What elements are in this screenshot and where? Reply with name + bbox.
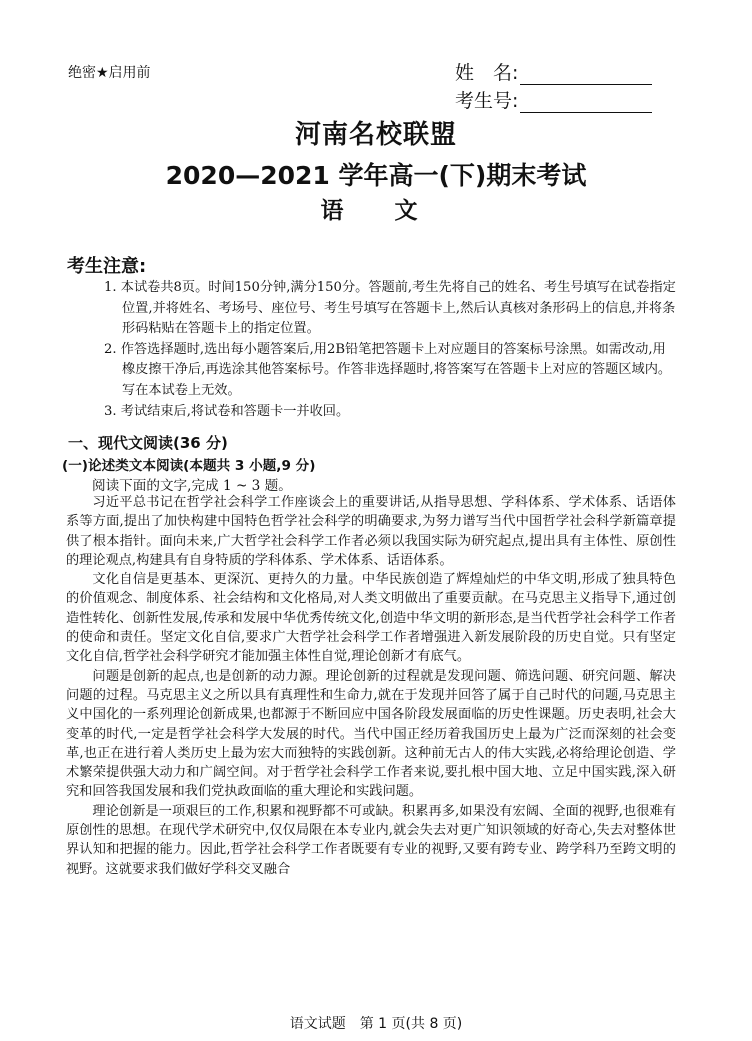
notice-heading: 考生注意:: [67, 256, 147, 277]
passage-paragraph-3: 问题是创新的起点,也是创新的动力源。理论创新的过程就是发现问题、筛选问题、研究问题、解决问题的过程。马克思主义之所以具有真理性和生命力,就在于发现并回答了属于自己时代的问题,马克思主义中国化的一系列理论创新成果,也都源于不断回应中国各阶段发展面临的历史性课题。历史表明,社会大变革的时代,一定是哲学社会科学大发展的时代。当代中国正经历着我国历史上最为广泛而深刻的社会变革,也正在进行着人类历史上最为宏大而独特的实践创新。这种前无古人的伟大实践,必将给理论创造、学术繁荣提供强大动力和广阔空间。对于哲学社会科学工作者来说,要扎根中国大地、立足中国实践,深入研究和回答我国发展和我们党执政面临的重大理论和实践问题。: [66, 668, 676, 800]
passage-paragraph-2: 文化自信是更基本、更深沉、更持久的力量。中华民族创造了辉煌灿烂的中华文明,形成了独具特色的价值观念、制度体系、社会结构和文化格局,对人类文明做出了重要贡献。在马克思主义指导下,通过创造性转化、创新性发展,传承和发展中华优秀传统文化,创造中华文明的新形态,是当代哲学社会科学工作者的使命和责任。坚定文化自信,要求广大哲学社会科学工作者增强进入新发展阶段的历史自觉。只有坚定文化自信,哲学社会科学研究才能加强主体性自觉,理论创新才有底气。: [66, 572, 676, 665]
exam-number-label: 考生号:: [455, 90, 519, 112]
notice-item-3: 3. 考试结束后,将试卷和答题卡一并收回。: [104, 403, 350, 419]
page-footer: 语文试题 第 1 页(共 8 页): [289, 1016, 463, 1032]
subsection-heading: (一)论述类文本阅读(本题共 3 小题,9 分): [62, 458, 316, 474]
passage-paragraph-1: 习近平总书记在哲学社会科学工作座谈会上的重要讲话,从指导思想、学科体系、学术体系、话语体系等方面,提出了加快构建中国特色哲学社会科学的明确要求,为努力谱写当代中国哲学社会科学新篇章提供了根本指针。面向未来,广大哲学社会科学工作者必须以我国实际为研究起点,提出具有主体性、原创性的理论观点,构建具有自身特质的学科体系、学术体系、话语体系。: [66, 495, 676, 568]
exam-number-blank-line: [520, 94, 652, 113]
notice-item-2: 2. 作答选择题时,选出每小题答案后,用2B铅笔把答题卡上对应题目的答案标号涂黑。如需改动,用橡皮擦干净后,再选涂其他答案标号。作答非选择题时,将答案写在答题卡上对应的答题区域内。写在本试卷上无效。: [104, 341, 672, 398]
confidential-mark: 绝密★启用前: [68, 65, 151, 81]
exam-name-title: 2020—2021 学年高一(下)期末考试: [165, 161, 587, 190]
name-blank-line: [520, 66, 652, 85]
passage-paragraph-4: 理论创新是一项艰巨的工作,积累和视野都不可或缺。积累再多,如果没有宏阔、全面的视野,也很难有原创性的思想。在现代学术研究中,仅仅局限在本专业内,就会失去对更广知识领域的好奇心,失去对整体世界认知和把握的能力。因此,哲学社会科学工作者既要有专业的视野,又要有跨专业、跨学科乃至跨文明的视野。这就要求我们做好学科交叉融合: [66, 803, 676, 877]
notice-item-1: 1. 本试卷共8页。时间150分钟,满分150分。答题前,考生先将自己的姓名、考生号填写在试卷指定位置,并将姓名、考场号、座位号、考生号填写在答题卡上,然后认真核对条形码上的信息,并将条形码粘贴在答题卡上的指定位置。: [104, 280, 676, 337]
name-field: [455, 58, 652, 85]
name-label: 姓 名:: [455, 62, 519, 84]
section-heading: 一、现代文阅读(36 分): [68, 434, 228, 452]
reading-passage: [66, 493, 676, 879]
exam-organizer-title: 河南名校联盟: [294, 120, 457, 150]
notice-list: [104, 278, 676, 422]
subject-title: 语 文: [320, 198, 432, 224]
reading-instruction: 阅读下面的文字,完成 1 ~ 3 题。: [92, 478, 292, 494]
exam-number-field: [455, 86, 652, 113]
